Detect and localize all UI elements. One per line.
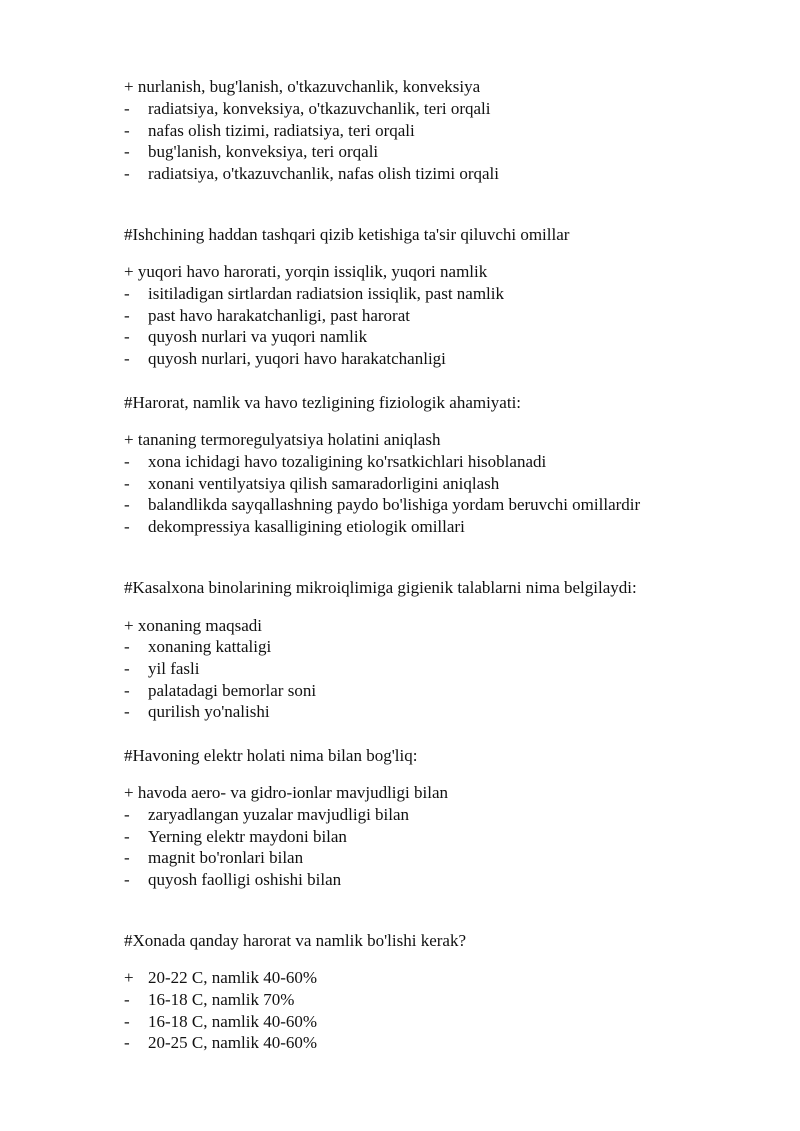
answer-option: - dekompressiya kasalligining etiologik omillari xyxy=(124,517,465,536)
question-heading: #Kasalxona binolarining mikroiqlimiga gigienik talablarni nima belgilaydi: xyxy=(124,578,637,597)
answer-option-correct: + tananing termoregulyatsiya holatini aniqlash xyxy=(124,430,441,449)
question-heading: #Ishchining haddan tashqari qizib ketishiga ta'sir qiluvchi omillar xyxy=(124,225,570,244)
answer-option: - isitiladigan sirtlardan radiatsion issiqlik, past namlik xyxy=(124,284,505,303)
answer-option: - zaryadlangan yuzalar mavjudligi bilan xyxy=(124,805,410,824)
answer-option: - xonaning kattaligi xyxy=(124,637,272,656)
answer-option-correct: + 20-22 C, namlik 40-60% xyxy=(124,968,318,987)
answer-option: - Yerning elektr maydoni bilan xyxy=(124,827,347,846)
answer-option: - xonani ventilyatsiya qilish samaradorligini aniqlash xyxy=(124,474,500,493)
answer-option: - magnit bo'ronlari bilan xyxy=(124,848,304,867)
question-heading: #Havoning elektr holati nima bilan bog'liq: xyxy=(124,746,418,765)
question-heading: #Harorat, namlik va havo tezligining fiziologik ahamiyati: xyxy=(124,393,522,412)
answer-option-correct: + nurlanish, bug'lanish, o'tkazuvchanlik, konveksiya xyxy=(124,77,481,96)
answer-option: - quyosh faolligi oshishi bilan xyxy=(124,870,342,889)
answer-option: - 16-18 C, namlik 40-60% xyxy=(124,1012,318,1031)
answer-option: - yil fasli xyxy=(124,659,200,678)
answer-option: - 16-18 C, namlik 70% xyxy=(124,990,295,1009)
answer-option: - quyosh nurlari, yuqori havo harakatchanligi xyxy=(124,349,446,368)
answer-option: - nafas olish tizimi, radiatsiya, teri orqali xyxy=(124,121,415,140)
answer-option: - past havo harakatchanligi, past harorat xyxy=(124,306,410,325)
answer-option-correct: + xonaning maqsadi xyxy=(124,616,263,635)
answer-option: - bug'lanish, konveksiya, teri orqali xyxy=(124,142,379,161)
answer-option: - xona ichidagi havo tozaligining ko'rsatkichlari hisoblanadi xyxy=(124,452,547,471)
answer-option: - radiatsiya, o'tkazuvchanlik, nafas olish tizimi orqali xyxy=(124,164,499,183)
answer-option: - balandlikda sayqallashning paydo bo'lishiga yordam beruvchi omillardir xyxy=(124,495,641,514)
question-heading: #Xonada qanday harorat va namlik bo'lishi kerak? xyxy=(124,931,467,950)
answer-option: - palatadagi bemorlar soni xyxy=(124,681,317,700)
answer-option: - quyosh nurlari va yuqori namlik xyxy=(124,327,368,346)
answer-option-correct: + yuqori havo harorati, yorqin issiqlik, yuqori namlik xyxy=(124,262,488,281)
answer-option: - 20-25 C, namlik 40-60% xyxy=(124,1033,318,1052)
answer-option: - radiatsiya, konveksiya, o'tkazuvchanlik, teri orqali xyxy=(124,99,491,118)
answer-option-correct: + havoda aero- va gidro-ionlar mavjudligi bilan xyxy=(124,783,448,802)
answer-option: - qurilish yo'nalishi xyxy=(124,702,270,721)
